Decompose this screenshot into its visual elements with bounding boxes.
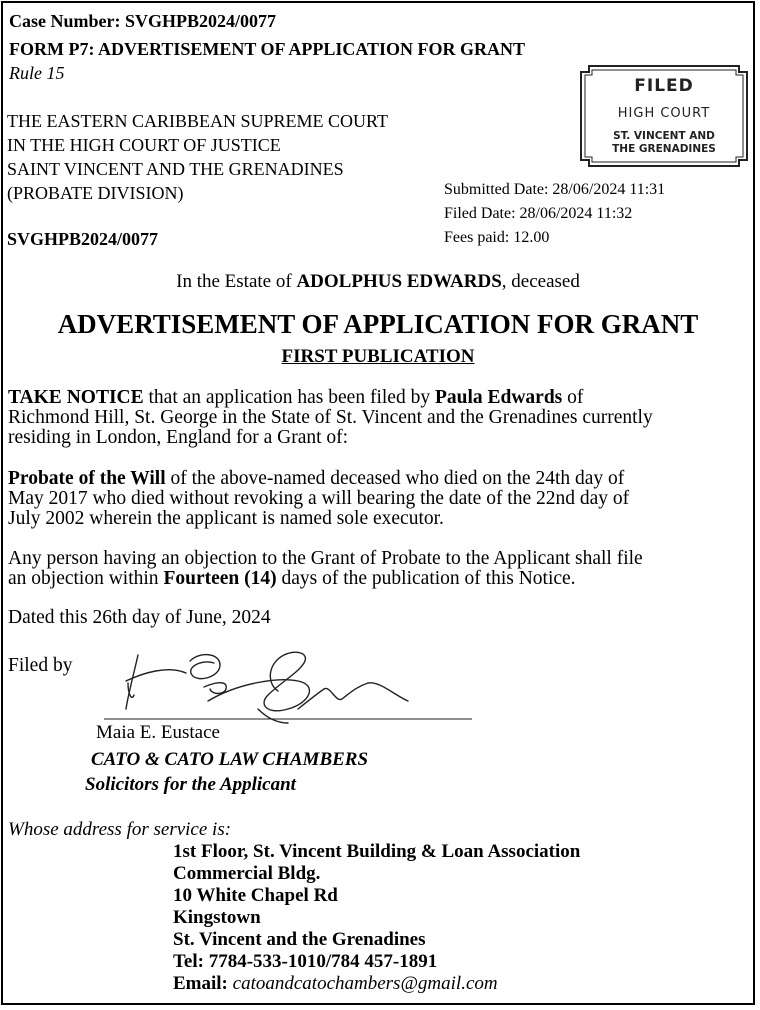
submitted-date: Submitted Date: 28/06/2024 11:31 [444, 181, 666, 198]
email-line [173, 973, 498, 995]
stamp-place [579, 130, 749, 156]
objection-text-2a: an objection within [8, 568, 164, 589]
court-line-1: THE EASTERN CARIBBEAN SUPREME COURT [7, 111, 388, 131]
probate-paragraph [8, 469, 748, 529]
address-line-3: 10 White Chapel Rd [173, 885, 338, 906]
stamp-place-line-1: ST. VINCENT AND [613, 130, 715, 142]
notice-line-3: residing in London, England for a Grant of: [8, 427, 349, 448]
address-line-5: St. Vincent and the Grenadines [173, 929, 426, 950]
fees-paid: Fees paid: 12.00 [444, 229, 550, 246]
notice-text-1: that an application has been filed by [143, 387, 435, 408]
objection-paragraph [8, 549, 748, 589]
filed-stamp [579, 64, 749, 168]
solicitor-name: Maia E. Eustace [96, 722, 220, 743]
probate-line-2: May 2017 who died without revoking a will bearing the date of the 22nd day of [8, 488, 630, 509]
notice-page [1, 1, 755, 1005]
case-number: Case Number: SVGHPB2024/0077 [9, 11, 276, 31]
filed-date: Filed Date: 28/06/2024 11:32 [444, 205, 633, 222]
law-firm: CATO & CATO LAW CHAMBERS [91, 749, 369, 770]
court-line-3: SAINT VINCENT AND THE GRENADINES [7, 159, 344, 179]
solicitor-role: Solicitors for the Applicant [85, 774, 296, 795]
applicant-name: Paula Edwards [434, 387, 563, 408]
form-title: FORM P7: ADVERTISEMENT OF APPLICATION FOR GRANT [9, 39, 526, 59]
estate-prefix: In the Estate of [176, 271, 297, 292]
notice-lead: TAKE NOTICE [8, 387, 144, 408]
stamp-place-line-2: THE GRENADINES [612, 143, 716, 155]
objection-period: Fourteen (14) [163, 568, 277, 589]
address-intro: Whose address for service is: [8, 819, 232, 840]
stamp-court: HIGH COURT [617, 106, 711, 121]
objection-text-2b: days of the publication of this Notice. [276, 568, 576, 589]
address-line-1: 1st Floor, St. Vincent Building & Loan Association [173, 841, 581, 862]
rule-reference: Rule 15 [9, 63, 65, 83]
case-reference: SVGHPB2024/0077 [7, 229, 159, 249]
court-line-4: (PROBATE DIVISION) [7, 183, 184, 203]
notice-line-2: Richmond Hill, St. George in the State of St. Vincent and the Grenadines currently [8, 407, 653, 428]
signature-icon [98, 643, 478, 728]
publication-label: FIRST PUBLICATION [281, 346, 475, 367]
page-title: ADVERTISEMENT OF APPLICATION FOR GRANT [57, 309, 699, 339]
deceased-name: ADOLPHUS EDWARDS [296, 271, 502, 292]
filed-by-label: Filed by [8, 655, 73, 676]
notice-paragraph [8, 388, 748, 448]
notice-text-2: of [562, 387, 584, 408]
probate-text-1: of the above-named deceased who died on the 24th day of [165, 468, 625, 489]
email-label: Email: [173, 973, 233, 994]
estate-suffix: , deceased [501, 271, 580, 292]
telephone: Tel: 7784-533-1010/784 457-1891 [173, 951, 438, 972]
objection-line-1: Any person having an objection to the Grant of Probate to the Applicant shall file [8, 548, 643, 569]
address-line-4: Kingstown [173, 907, 261, 928]
email-address: catoandcatochambers@gmail.com [232, 973, 498, 994]
address-line-2: Commercial Bldg. [173, 863, 321, 884]
court-line-2: IN THE HIGH COURT OF JUSTICE [7, 135, 281, 155]
probate-lead: Probate of the Will [8, 468, 166, 489]
probate-line-3: July 2002 wherein the applicant is named sole executor. [8, 508, 444, 529]
dated-line: Dated this 26th day of June, 2024 [8, 607, 271, 628]
estate-line [3, 271, 753, 293]
stamp-filed: FILED [634, 76, 694, 96]
